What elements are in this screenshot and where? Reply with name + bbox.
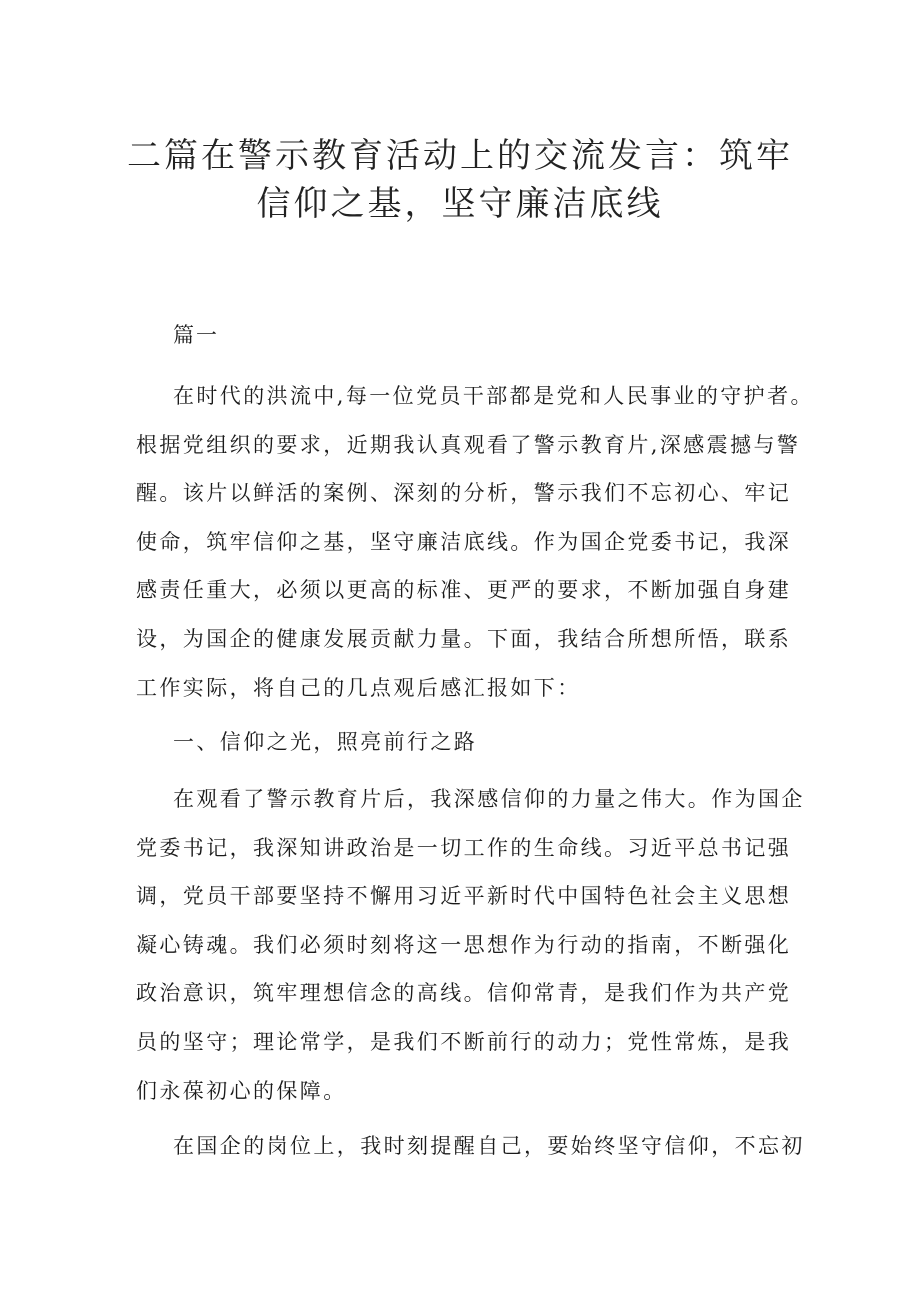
paragraph-line: 党委书记，我深知讲政治是一切工作的生命线。习近平总书记强	[136, 835, 792, 860]
paragraph-line: 在时代的洪流中,每一位党员干部都是党和人民事业的守护者。	[173, 384, 814, 408]
paragraph-line: 调，党员干部要坚持不懈用习近平新时代中国特色社会主义思想	[136, 884, 792, 909]
paragraph-line: 政治意识，筑牢理想信念的高线。信仰常青，是我们作为共产党	[136, 981, 792, 1006]
section-label: 篇一	[173, 323, 219, 347]
section-heading: 一、信仰之光，照亮前行之路	[173, 730, 478, 754]
paragraph-line: 在观看了警示教育片后，我深感信仰的力量之伟大。作为国企	[173, 787, 805, 811]
paragraph-line: 设，为国企的健康发展贡献力量。下面，我结合所想所悟，联系	[136, 626, 792, 651]
paragraph-line: 醒。该片以鲜活的案例、深刻的分析，警示我们不忘初心、牢记	[136, 481, 792, 506]
heading-1	[136, 718, 796, 767]
paragraph-line: 们永葆初心的保障。	[136, 1078, 347, 1103]
paragraph-line: 根据党组织的要求，近期我认真观看了警示教育片,深感震撼与警	[136, 432, 801, 457]
paragraph-2	[136, 775, 805, 1115]
document-title-line-2: 信仰之基，坚守廉洁底线	[256, 184, 664, 224]
paragraph-3	[136, 1122, 805, 1171]
paragraph-line: 感责任重大，必须以更高的标准、更严的要求，不断加强自身建	[136, 578, 792, 603]
paragraph-line: 工作实际，将自己的几点观后感汇报如下：	[136, 675, 581, 700]
paragraph-line: 在国企的岗位上，我时刻提醒自己，要始终坚守信仰，不忘初	[173, 1134, 805, 1158]
paragraph-1	[136, 372, 814, 712]
paragraph-line: 员的坚守；理论常学，是我们不断前行的动力；党性常炼，是我	[136, 1029, 792, 1054]
paragraph-line: 凝心铸魂。我们必须时刻将这一思想作为行动的指南，不断强化	[136, 932, 792, 957]
document-title-line-1: 二篇在警示教育活动上的交流发言：筑牢	[127, 136, 793, 176]
paragraph-line: 使命，筑牢信仰之基，坚守廉洁底线。作为国企党委书记，我深	[136, 529, 792, 554]
